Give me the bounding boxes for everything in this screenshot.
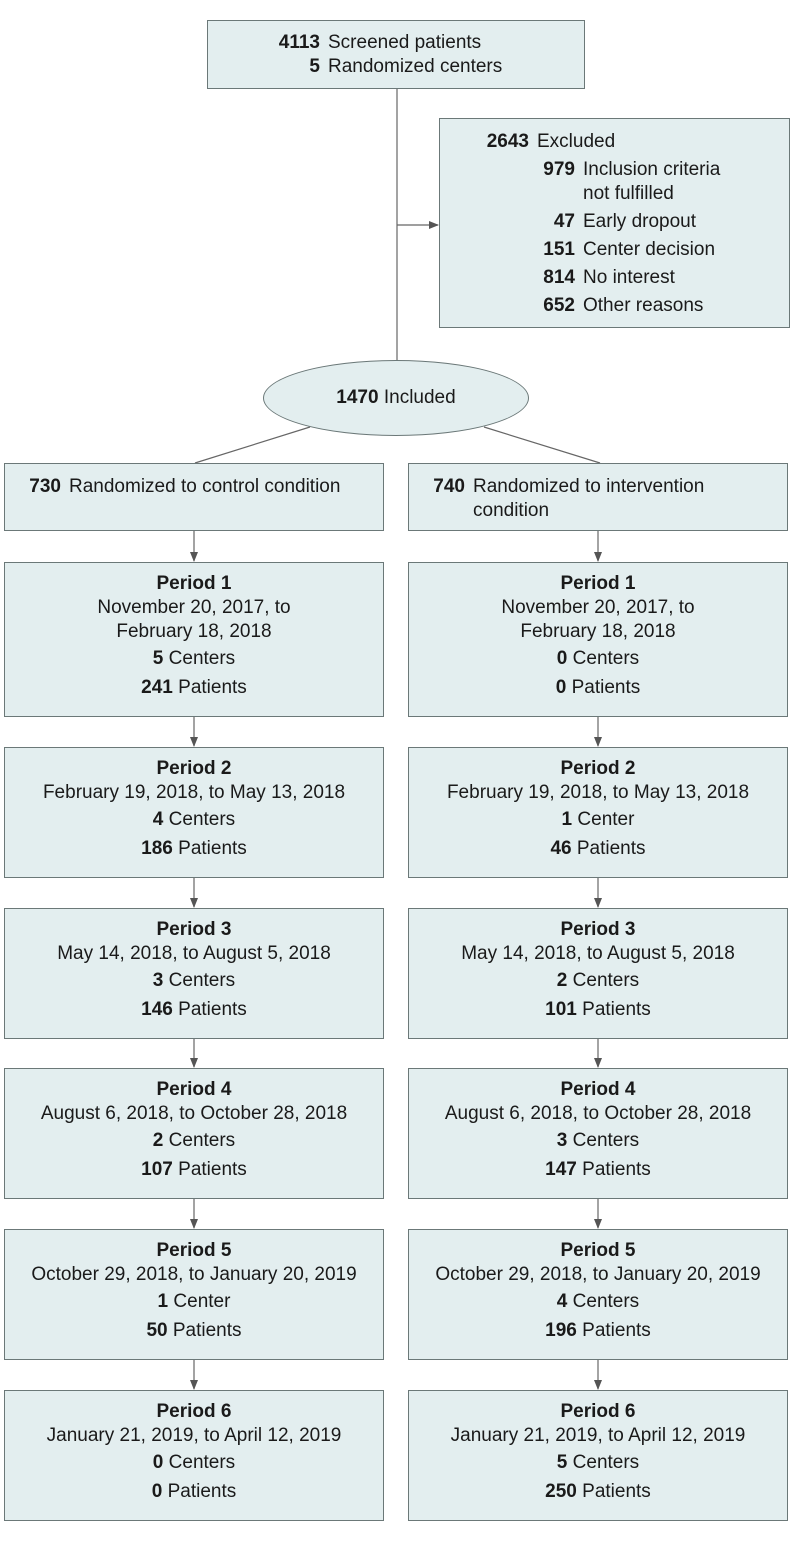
period-title: Period 6 <box>560 1401 636 1422</box>
excluded-reason-count: 47 <box>553 211 575 232</box>
period-dates: November 20, 2017, to <box>97 597 291 618</box>
patients-label: Patients <box>178 838 247 859</box>
period-dates: January 21, 2019, to April 12, 2019 <box>46 1425 342 1446</box>
patients-count: 107 <box>141 1159 173 1180</box>
period-centers <box>409 805 787 834</box>
period-centers <box>5 966 383 995</box>
period-title: Period 5 <box>560 1240 636 1261</box>
excluded-box <box>439 118 790 328</box>
patients-count: 146 <box>141 999 173 1020</box>
period-patients <box>409 1477 787 1506</box>
period-dates: February 19, 2018, to May 13, 2018 <box>42 782 346 803</box>
period-centers <box>5 1126 383 1155</box>
period-patients <box>409 995 787 1024</box>
intervention-arm-label: Randomized to intervention condition <box>473 476 705 521</box>
period-patients <box>5 834 383 863</box>
period-patients <box>5 995 383 1024</box>
intervention-arm-count: 740 <box>433 476 465 497</box>
patients-label: Patients <box>571 677 641 698</box>
excluded-reason-label: Early dropout <box>583 211 697 232</box>
period-title: Period 2 <box>156 758 232 779</box>
excluded-count: 2643 <box>486 131 529 152</box>
period-dates: November 20, 2017, to <box>501 597 695 618</box>
patients-count: 46 <box>550 838 572 859</box>
control-period-box <box>4 562 384 717</box>
period-title: Period 6 <box>156 1401 232 1422</box>
control-period-box <box>4 1068 384 1199</box>
control-period-box <box>4 747 384 878</box>
screened-label: Screened patients <box>328 32 482 53</box>
centers-label: Centers <box>572 1291 640 1312</box>
centers-count: 5 <box>556 1452 568 1473</box>
period-title: Period 4 <box>560 1079 636 1100</box>
period-dates: October 29, 2018, to January 20, 2019 <box>435 1264 761 1285</box>
centers-label: Centers <box>168 648 236 669</box>
patients-label: Patients <box>582 1481 651 1502</box>
excluded-reason <box>440 238 789 262</box>
centers-label: Centers <box>572 1130 640 1151</box>
centers-count: 4 <box>152 809 164 830</box>
patients-count: 0 <box>151 1481 163 1502</box>
patients-count: 0 <box>555 677 567 698</box>
patients-count: 241 <box>141 677 173 698</box>
centers-label: Centers <box>572 970 640 991</box>
period-dates: August 6, 2018, to October 28, 2018 <box>444 1103 752 1124</box>
period-title: Period 4 <box>156 1079 232 1100</box>
period-centers <box>409 966 787 995</box>
centers-label: Centers <box>168 970 236 991</box>
excluded-reason <box>440 210 789 234</box>
included-label: Included <box>383 387 456 408</box>
period-dates: May 14, 2018, to August 5, 2018 <box>57 943 331 964</box>
period-title: Period 5 <box>156 1240 232 1261</box>
period-dates: February 19, 2018, to May 13, 2018 <box>446 782 750 803</box>
patients-count: 196 <box>545 1320 577 1341</box>
centers-count: 5 <box>152 648 164 669</box>
patients-label: Patients <box>178 1159 247 1180</box>
randomized-centers-count: 5 <box>309 56 320 77</box>
centers-count: 2 <box>152 1130 164 1151</box>
excluded-reason-label: Center decision <box>583 239 716 260</box>
control-period-box <box>4 1390 384 1521</box>
centers-count: 2 <box>556 970 568 991</box>
period-patients <box>5 1316 383 1345</box>
centers-count: 1 <box>561 809 573 830</box>
patients-label: Patients <box>178 677 247 698</box>
control-arm-label: Randomized to control condition <box>69 476 341 497</box>
control-period-box <box>4 1229 384 1360</box>
centers-label: Center <box>173 1291 231 1312</box>
centers-count: 4 <box>556 1291 568 1312</box>
patients-count: 50 <box>146 1320 168 1341</box>
period-title: Period 3 <box>560 919 636 940</box>
period-centers <box>409 1126 787 1155</box>
period-patients <box>5 1477 383 1506</box>
excluded-reason <box>440 266 789 290</box>
period-patients <box>409 1155 787 1184</box>
patients-count: 250 <box>545 1481 577 1502</box>
centers-count: 3 <box>152 970 164 991</box>
centers-label: Centers <box>168 1130 236 1151</box>
period-title: Period 1 <box>560 573 636 594</box>
period-title: Period 1 <box>156 573 232 594</box>
screened-count: 4113 <box>278 32 320 53</box>
intervention-period-box <box>408 562 788 717</box>
excluded-reason-label: No interest <box>583 267 675 288</box>
centers-count: 3 <box>556 1130 568 1151</box>
centers-label: Centers <box>168 1452 236 1473</box>
patients-label: Patients <box>582 999 651 1020</box>
patients-label: Patients <box>178 999 247 1020</box>
period-dates: May 14, 2018, to August 5, 2018 <box>461 943 735 964</box>
excluded-reason <box>440 294 789 318</box>
period-patients <box>5 1155 383 1184</box>
control-arm-count: 730 <box>29 476 61 497</box>
connector-included-to-intervention <box>484 427 600 463</box>
intervention-period-box <box>408 747 788 878</box>
centers-count: 0 <box>152 1452 164 1473</box>
centers-label: Centers <box>572 648 640 669</box>
excluded-reason-count: 652 <box>543 295 575 316</box>
randomized-centers-label: Randomized centers <box>328 56 503 77</box>
period-title: Period 3 <box>156 919 232 940</box>
patients-label: Patients <box>582 1320 651 1341</box>
patients-label: Patients <box>172 1320 242 1341</box>
patients-count: 147 <box>545 1159 577 1180</box>
period-patients <box>409 673 787 702</box>
period-centers <box>409 644 787 673</box>
connector-included-to-control <box>195 427 310 463</box>
period-dates: February 18, 2018 <box>116 621 272 642</box>
period-centers <box>5 644 383 673</box>
period-centers <box>409 1287 787 1316</box>
patients-count: 186 <box>141 838 173 859</box>
period-patients <box>409 1316 787 1345</box>
period-dates: October 29, 2018, to January 20, 2019 <box>31 1264 357 1285</box>
control-arm-box <box>4 463 384 531</box>
patients-label: Patients <box>576 838 646 859</box>
patients-count: 101 <box>545 999 577 1020</box>
intervention-period-box <box>408 1229 788 1360</box>
excluded-reason-count: 979 <box>543 159 575 180</box>
intervention-period-box <box>408 1068 788 1199</box>
centers-label: Centers <box>168 809 236 830</box>
period-dates: August 6, 2018, to October 28, 2018 <box>40 1103 348 1124</box>
period-patients <box>409 834 787 863</box>
intervention-arm-box <box>408 463 788 531</box>
centers-label: Center <box>577 809 635 830</box>
excluded-label: Excluded <box>537 131 616 152</box>
centers-label: Centers <box>572 1452 640 1473</box>
period-centers <box>5 1287 383 1316</box>
period-dates: January 21, 2019, to April 12, 2019 <box>450 1425 746 1446</box>
included-count: 1470 <box>336 387 379 408</box>
excluded-reason <box>440 158 789 206</box>
patients-label: Patients <box>582 1159 651 1180</box>
control-period-box <box>4 908 384 1039</box>
intervention-period-box <box>408 1390 788 1521</box>
period-title: Period 2 <box>560 758 636 779</box>
excluded-reason-label: Inclusion criteria not fulfilled <box>583 159 721 204</box>
centers-count: 0 <box>556 648 568 669</box>
included-ellipse <box>263 360 529 436</box>
excluded-reason-count: 151 <box>543 239 575 260</box>
excluded-reason-count: 814 <box>543 267 575 288</box>
intervention-period-box <box>408 908 788 1039</box>
period-centers <box>5 805 383 834</box>
period-centers <box>5 1448 383 1477</box>
patients-label: Patients <box>167 1481 237 1502</box>
period-patients <box>5 673 383 702</box>
excluded-reason-label: Other reasons <box>583 295 704 316</box>
screening-box <box>207 20 585 89</box>
centers-count: 1 <box>157 1291 169 1312</box>
period-dates: February 18, 2018 <box>520 621 676 642</box>
period-centers <box>409 1448 787 1477</box>
